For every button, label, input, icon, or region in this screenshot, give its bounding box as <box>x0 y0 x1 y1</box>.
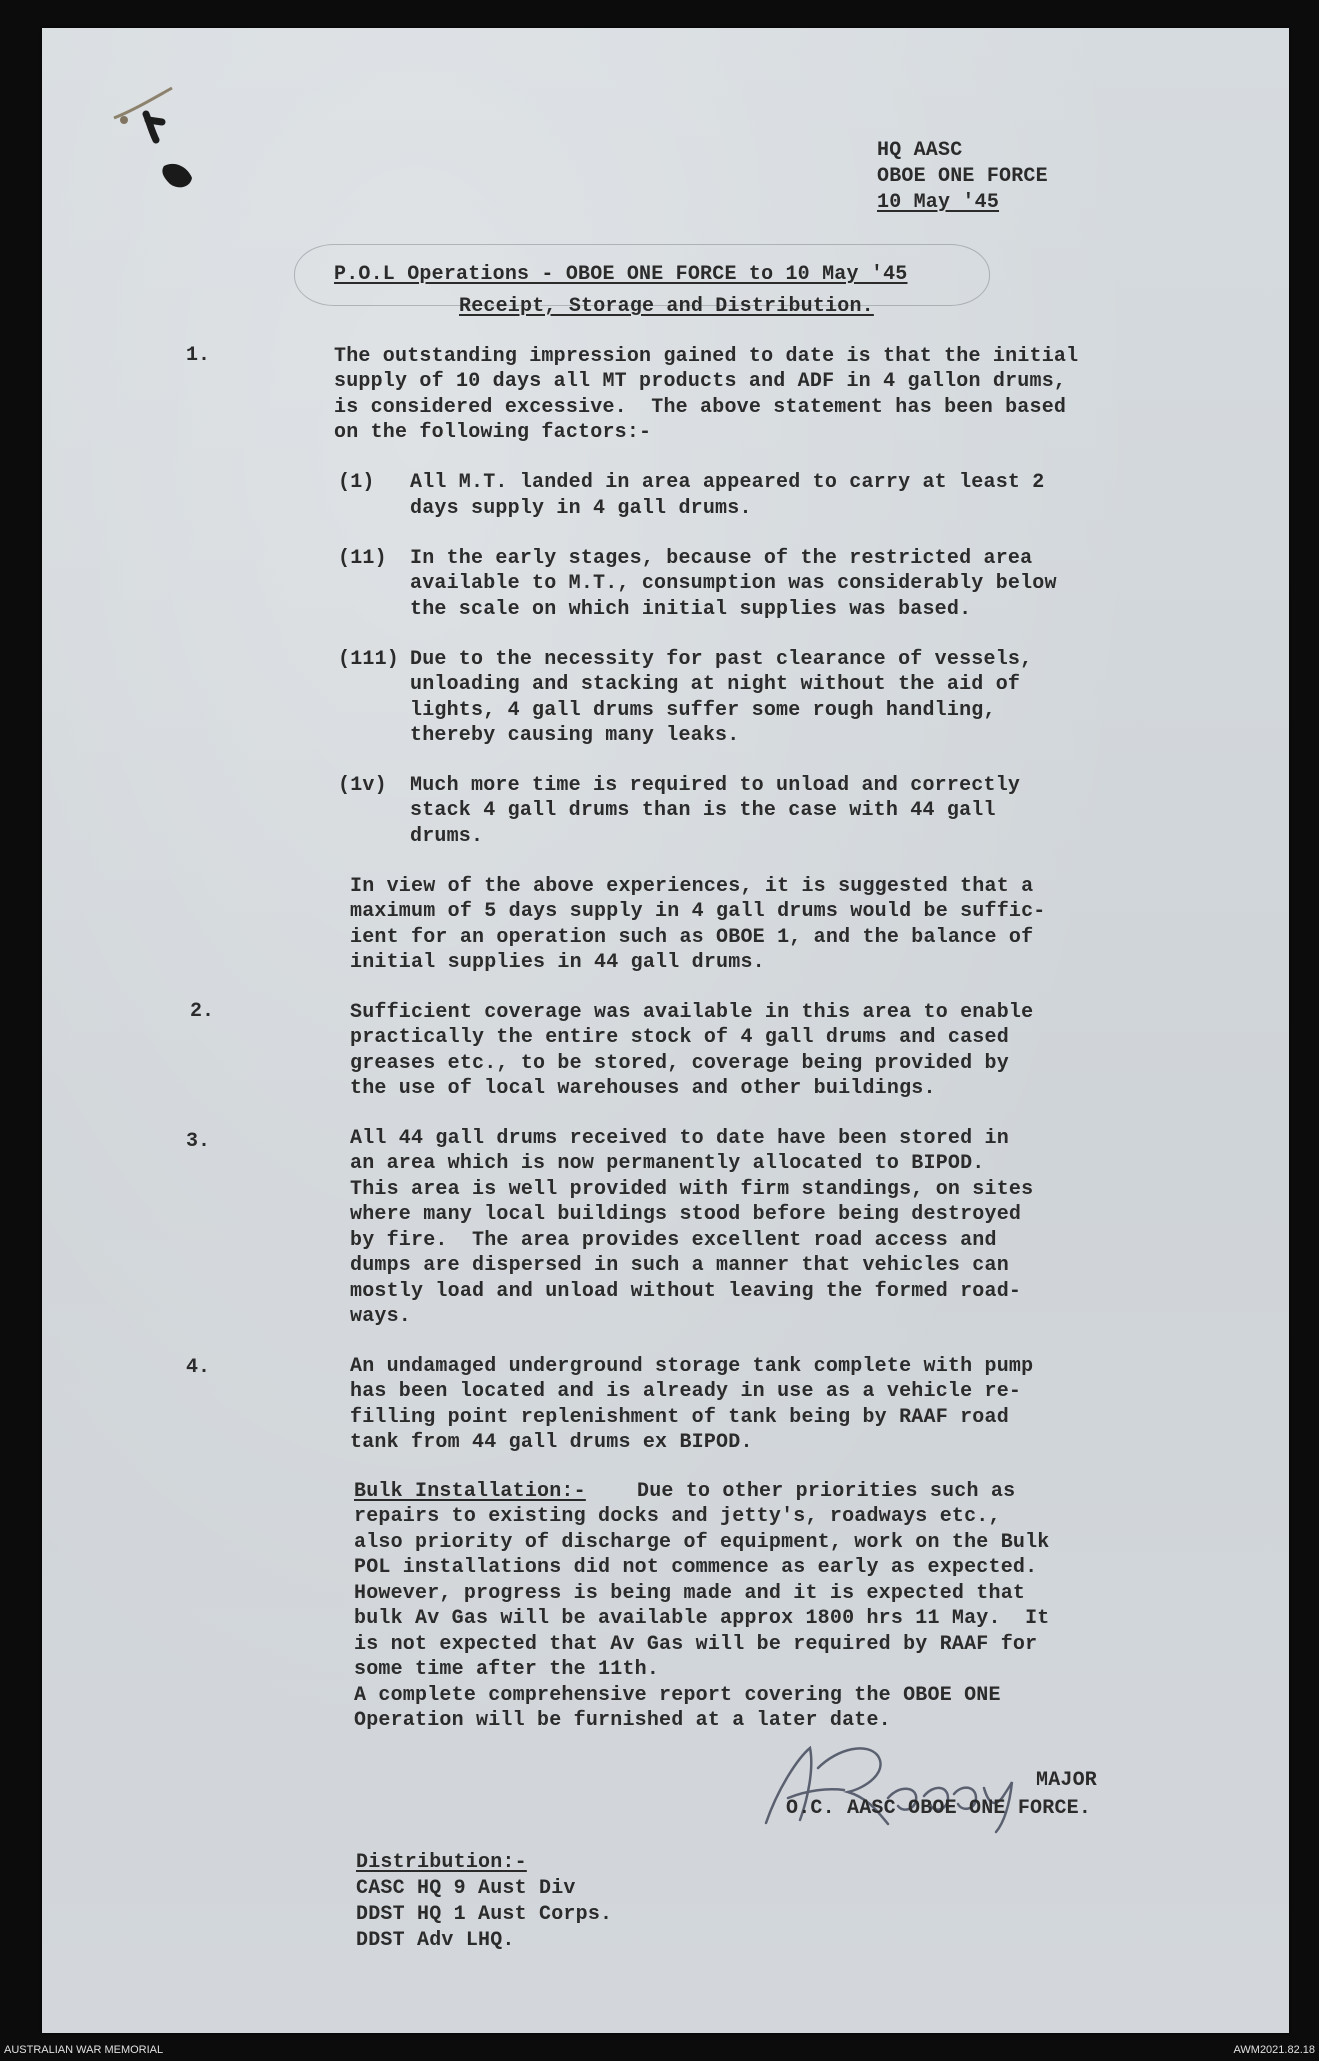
text-line: All M.T. landed in area appeared to carry at least 2 <box>410 471 1045 494</box>
footer-accession-number: AWM2021.82.18 <box>1233 2044 1315 2056</box>
text-line: maximum of 5 days supply in 4 gall drums would be suffic- <box>350 900 1046 923</box>
document-subtitle: Receipt, Storage and Distribution. <box>459 295 874 318</box>
handwritten-signature <box>748 1728 1038 1838</box>
distribution-heading: Distribution:- <box>356 1851 527 1874</box>
text-line: has been located and is already in use as a vehicle re- <box>350 1380 1022 1403</box>
text-line: bulk Av Gas will be available approx 1800 hrs 11 May. It <box>354 1607 1050 1630</box>
text-line: All 44 gall drums received to date have been stored in <box>350 1127 1009 1150</box>
section-number-3: 3. <box>186 1130 211 1153</box>
text-line: available to M.T., consumption was considerably below <box>410 572 1057 595</box>
text-line: thereby causing many leaks. <box>410 724 740 747</box>
factor-label: (1) <box>338 471 375 494</box>
footer-archive-name: AUSTRALIAN WAR MEMORIAL <box>4 2044 164 2056</box>
text-line: lights, 4 gall drums suffer some rough handling, <box>410 699 996 722</box>
text-line: the use of local warehouses and other buildings. <box>350 1077 936 1100</box>
text-line: drums. <box>410 825 484 848</box>
text-line: This area is well provided with firm standings, on sites <box>350 1178 1034 1201</box>
factor-label: (11) <box>338 547 387 570</box>
text-line: where many local buildings stood before being destroyed <box>350 1203 1022 1226</box>
text-line: days supply in 4 gall drums. <box>410 497 752 520</box>
text-line: However, progress is being made and it is expected that <box>354 1582 1026 1605</box>
text-line: is not expected that Av Gas will be required by RAAF for <box>354 1633 1038 1656</box>
text-line: A complete comprehensive report covering the OBOE ONE <box>354 1684 1001 1707</box>
header-line-date: 10 May '45 <box>877 191 1000 214</box>
text-line: ient for an operation such as OBOE 1, and the balance of <box>350 926 1034 949</box>
distribution-item: CASC HQ 9 Aust Div <box>356 1877 576 1900</box>
bulk-installation-heading: Bulk Installation:- <box>354 1480 586 1503</box>
punch-hole-mark <box>104 80 204 200</box>
text-line: supply of 10 days all MT products and ADF in 4 gallon drums, <box>334 370 1067 393</box>
text-line: initial supplies in 44 gall drums. <box>350 951 765 974</box>
text-line: stack 4 gall drums than is the case with 44 gall <box>410 799 996 822</box>
distribution-item: DDST Adv LHQ. <box>356 1929 515 1952</box>
header-line-hq: HQ AASC <box>877 139 963 162</box>
text-line: ways. <box>350 1305 412 1328</box>
text-line: Due to the necessity for past clearance of vessels, <box>410 648 1033 671</box>
factor-label: (111) <box>338 648 400 671</box>
text-line: Operation will be furnished at a later date. <box>354 1709 891 1732</box>
document-title: P.O.L Operations - OBOE ONE FORCE to 10 May '45 <box>334 263 908 286</box>
signatory-position: O.C. AASC OBOE ONE FORCE. <box>786 1797 1092 1820</box>
text-line: on the following factors:- <box>334 421 652 444</box>
header-line-force: OBOE ONE FORCE <box>877 165 1048 188</box>
text-line: The outstanding impression gained to date is that the initial <box>334 345 1079 368</box>
text-line: Due to other priorities such as <box>576 1480 1016 1503</box>
text-line: also priority of discharge of equipment, work on the Bulk <box>354 1531 1050 1554</box>
text-line: mostly load and unload without leaving the formed road- <box>350 1280 1022 1303</box>
section-number-2: 2. <box>190 1000 215 1023</box>
signatory-rank: MAJOR <box>1036 1769 1098 1792</box>
distribution-item: DDST HQ 1 Aust Corps. <box>356 1903 613 1926</box>
text-line: tank from 44 gall drums ex BIPOD. <box>350 1431 753 1454</box>
text-line: repairs to existing docks and jetty's, roadways etc., <box>354 1505 1001 1528</box>
text-line: Much more time is required to unload and correctly <box>410 774 1021 797</box>
text-line: filling point replenishment of tank being by RAAF road <box>350 1406 1009 1429</box>
text-line: an area which is now permanently allocated to BIPOD. <box>350 1152 985 1175</box>
section-number-1: 1. <box>186 344 211 367</box>
factor-label: (1v) <box>338 774 387 797</box>
section-number-4: 4. <box>186 1356 211 1379</box>
text-line: by fire. The area provides excellent road access and <box>350 1229 997 1252</box>
text-line: unloading and stacking at night without the aid of <box>410 673 1021 696</box>
text-line: is considered excessive. The above statement has been based <box>334 396 1067 419</box>
text-line: dumps are dispersed in such a manner that vehicles can <box>350 1254 1009 1277</box>
text-line: An undamaged underground storage tank complete with pump <box>350 1355 1034 1378</box>
text-line: Sufficient coverage was available in this area to enable <box>350 1001 1034 1024</box>
text-line: POL installations did not commence as early as expected. <box>354 1556 1038 1579</box>
text-line: In the early stages, because of the restricted area <box>410 547 1033 570</box>
text-line: In view of the above experiences, it is suggested that a <box>350 875 1034 898</box>
text-line: practically the entire stock of 4 gall drums and cased <box>350 1026 1009 1049</box>
text-line: the scale on which initial supplies was based. <box>410 598 972 621</box>
text-line: greases etc., to be stored, coverage being provided by <box>350 1052 1009 1075</box>
text-line: some time after the 11th. <box>354 1658 660 1681</box>
